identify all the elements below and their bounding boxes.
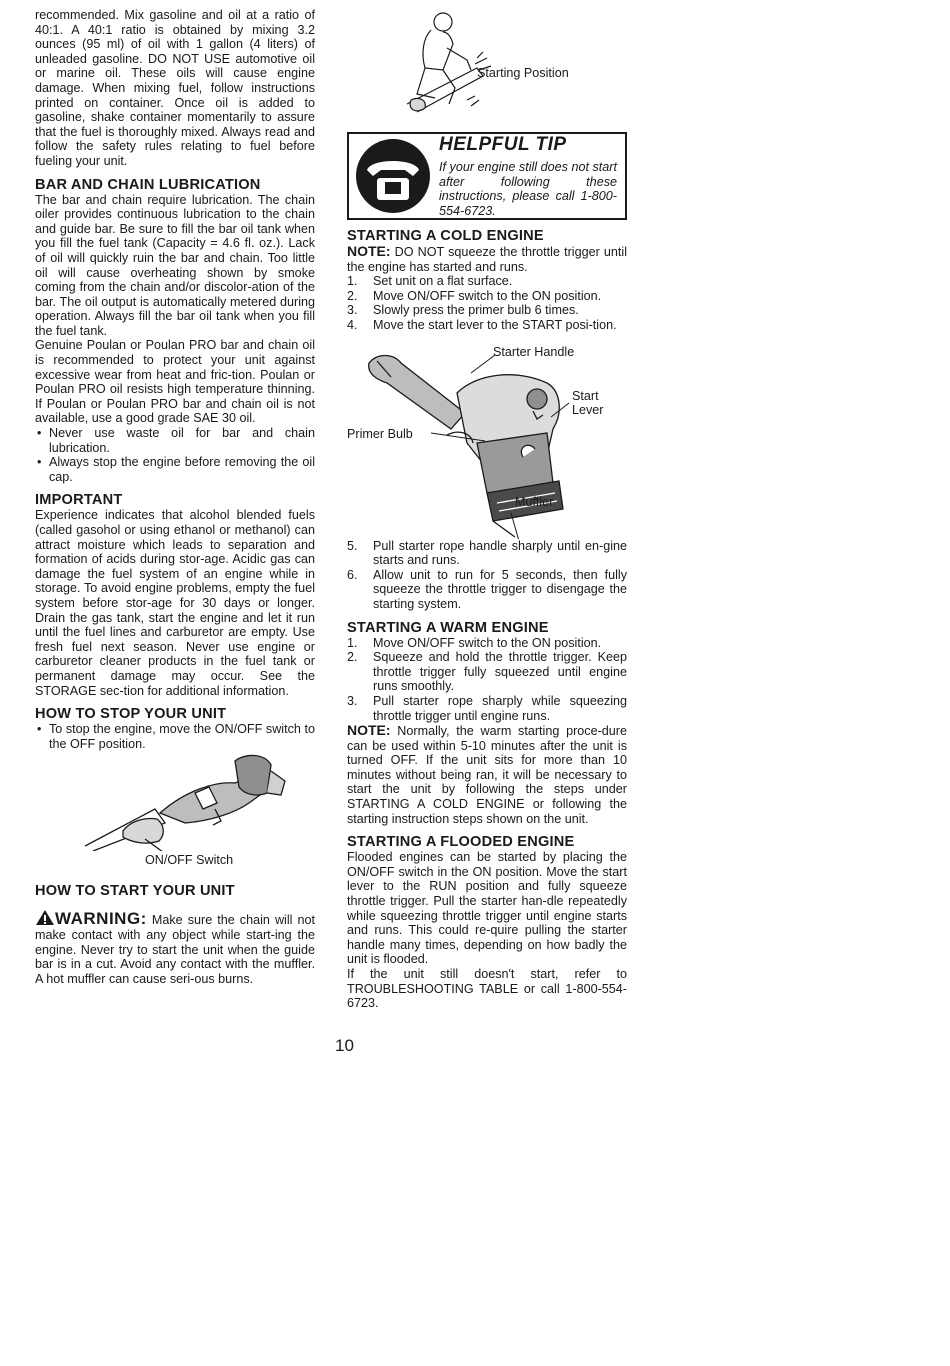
- left-column: [35, 8, 315, 986]
- step-number: 6.: [347, 567, 358, 582]
- helpful-tip-box: [347, 132, 627, 220]
- step-item: [347, 539, 627, 568]
- bullet-item: • Never use waste oil for bar and chain lubrication.: [35, 426, 315, 455]
- step-number: 2.: [347, 650, 358, 665]
- step-number: 3.: [347, 303, 358, 318]
- right-column: [347, 8, 627, 1011]
- flooded-engine-contact: If the unit still doesn't start, refer to TROUBLESHOOTING TABLE or call 1-800-554-6723.: [347, 967, 627, 1011]
- flooded-engine-heading: STARTING A FLOODED ENGINE: [347, 834, 575, 851]
- engine-controls-figure: [347, 333, 627, 539]
- warm-engine-note: [347, 723, 627, 826]
- muffler-label: Muffler: [515, 494, 554, 509]
- lever-label: Lever: [572, 402, 604, 417]
- trimmer-handle-illustration: [35, 751, 315, 851]
- step-item: [347, 694, 627, 723]
- on-off-switch-figure: [35, 751, 315, 869]
- cold-engine-heading: STARTING A COLD ENGINE: [347, 228, 544, 244]
- step-item: [347, 303, 627, 318]
- helpful-tip-text: If your engine still does not start after following these instructions, please call 1-800-554-6723.: [439, 160, 617, 218]
- step-number: 5.: [347, 538, 358, 553]
- flooded-engine-paragraph: Flooded engines can be started by placing the ON/OFF switch in the ON position. Move the start lever to the RUN position and fully squeeze throttle trigger. Pull the starter han-dle repeatedly while squeezing throttle trigger until engine starts and runs. This could re-quire pulling the starter handle many times, depending on how badly the unit is flooded.: [347, 850, 627, 967]
- warm-engine-steps: [347, 636, 627, 724]
- warm-engine-heading: STARTING A WARM ENGINE: [347, 619, 549, 636]
- bar-chain-paragraph-2: Genuine Poulan or Poulan PRO bar and chain oil is recommended to protect your unit against excessive wear from heat and fric-tion. Poulan or Poulan PRO oil resists high temperature thinning. If Poulan or Poulan PRO bar and chain oil is not available, use a good grade SAE 30 oil.: [35, 338, 315, 426]
- step-item: [347, 636, 627, 651]
- warning-text: Make sure the chain will not make contact with any object while start-ing the engine. Never try to start the unit when the guide bar is in a cut. Avoid any contact with the muffler. A hot muffler can cause seri-ous burns.: [35, 913, 315, 986]
- step-text: Set unit on a flat surface.: [373, 274, 513, 289]
- bullet-item: • Always stop the engine before removing the oil cap.: [35, 455, 315, 484]
- cold-engine-note: [347, 244, 627, 274]
- step-number: 1.: [347, 635, 358, 650]
- step-text: Move ON/OFF switch to the ON position.: [373, 288, 602, 303]
- step-text: Pull starter rope handle sharply until en-gine starts and runs.: [373, 538, 627, 568]
- note-label: NOTE:: [347, 243, 391, 259]
- cold-engine-steps: [347, 274, 627, 332]
- starter-handle-label: Starter Handle: [493, 344, 575, 359]
- helpful-tip-title: HELPFUL TIP: [439, 134, 567, 155]
- step-item: [347, 650, 627, 694]
- start-unit-heading: HOW TO START YOUR UNIT: [35, 883, 235, 900]
- step-text: Squeeze and hold the throttle trigger. Keep throttle trigger fully squeezed until engine runs smoothly.: [373, 650, 627, 694]
- step-text: Slowly press the primer bulb 6 times.: [373, 303, 579, 318]
- important-heading: IMPORTANT: [35, 492, 123, 509]
- step-number: 1.: [347, 274, 358, 289]
- step-text: Move ON/OFF switch to the ON position.: [373, 635, 602, 650]
- step-number: 4.: [347, 317, 358, 332]
- bar-chain-heading: BAR AND CHAIN LUBRICATION: [35, 176, 261, 193]
- step-number: 3.: [347, 693, 358, 708]
- note-label: NOTE:: [347, 722, 391, 739]
- important-paragraph: Experience indicates that alcohol blended fuels (called gasohol or using ethanol or methanol) can attract moisture which leads to separation and formation of acids during stor-age. Acidic gas can damage the fuel system of an engine while in storage. To avoid engine problems, empty the fuel system before stor-age for 30 days or longer. Drain the gas tank, start the engine and let it run until the fuel lines and carburetor are empty. Use fresh fuel next season. Never use engine or carburetor cleaner products in the fuel tank or permanent damage may occur. See the STORAGE sec-tion for additional information.: [35, 508, 315, 698]
- telephone-icon: [353, 136, 433, 216]
- primer-bulb-label: Primer Bulb: [347, 426, 413, 441]
- stop-unit-bullets: [35, 722, 315, 751]
- note-text: DO NOT squeeze the throttle trigger until the engine has started and runs.: [347, 245, 627, 274]
- page-number: 10: [335, 1036, 354, 1055]
- stop-unit-heading: HOW TO STOP YOUR UNIT: [35, 706, 227, 723]
- starting-position-label: Starting Position: [477, 66, 569, 80]
- start-label: Start: [572, 388, 599, 403]
- step-text: Pull starter rope sharply while squeezing throttle trigger until engine runs.: [373, 693, 627, 723]
- step-item: [347, 289, 627, 304]
- step-item: [347, 274, 627, 289]
- bullet-item: • To stop the engine, move the ON/OFF switch to the OFF position.: [35, 722, 315, 751]
- on-off-switch-label: ON/OFF Switch: [145, 853, 234, 868]
- note-text: Normally, the warm starting proce-dure can be used within 5-10 minutes after the unit is turned OFF. If the unit sits for more than 10 minutes without being ran, it will be necessary to start the unit by following the steps under STARTING A COLD ENGINE or following the starting instruction steps shown on the unit.: [347, 724, 627, 826]
- starting-position-figure: [347, 8, 627, 126]
- fuel-mix-paragraph: recommended. Mix gasoline and oil at a ratio of 40:1. A 40:1 ratio is obtained by mixing 3.2 ounces (95 ml) of oil with 1 gallon (4 liters) of unleaded gasoline. DO NOT USE automotive oil or marine oil. These oils will cause engine damage. When mixing fuel, follow instructions printed on container. Once oil is added to gasoline, shake container momentarily to assure that the fuel is thoroughly mixed. Always read and follow the safety rules relating to fuel before fueling your unit.: [35, 8, 315, 168]
- step-text: Move the start lever to the START posi-tion.: [373, 317, 617, 332]
- cold-engine-steps-continued: [347, 539, 627, 612]
- warning-triangle-icon: [35, 909, 55, 926]
- step-number: 2.: [347, 288, 358, 303]
- step-text: Allow unit to run for 5 seconds, then fully squeeze the throttle trigger to disengage the starting system.: [373, 567, 627, 611]
- warning-label: WARNING:: [55, 909, 147, 929]
- warning-paragraph: [35, 909, 315, 986]
- bar-chain-bullets: [35, 426, 315, 484]
- step-item: [347, 318, 627, 333]
- step-item: [347, 568, 627, 612]
- bar-chain-paragraph-1: The bar and chain require lubrication. The chain oiler provides continuous lubrication to the chain and guide bar. Be sure to fill the bar oil tank when you fill the fuel tank (Capacity = 4.6 fl. oz.). Lack of oil will quickly ruin the bar and chain. Too little oil will cause overheating shown by smoke coming from the chain and/or discolor-ation of the bar. The oil output is automatically metered during operation. Always fill the bar oil tank when you fill the fuel tank.: [35, 192, 315, 338]
